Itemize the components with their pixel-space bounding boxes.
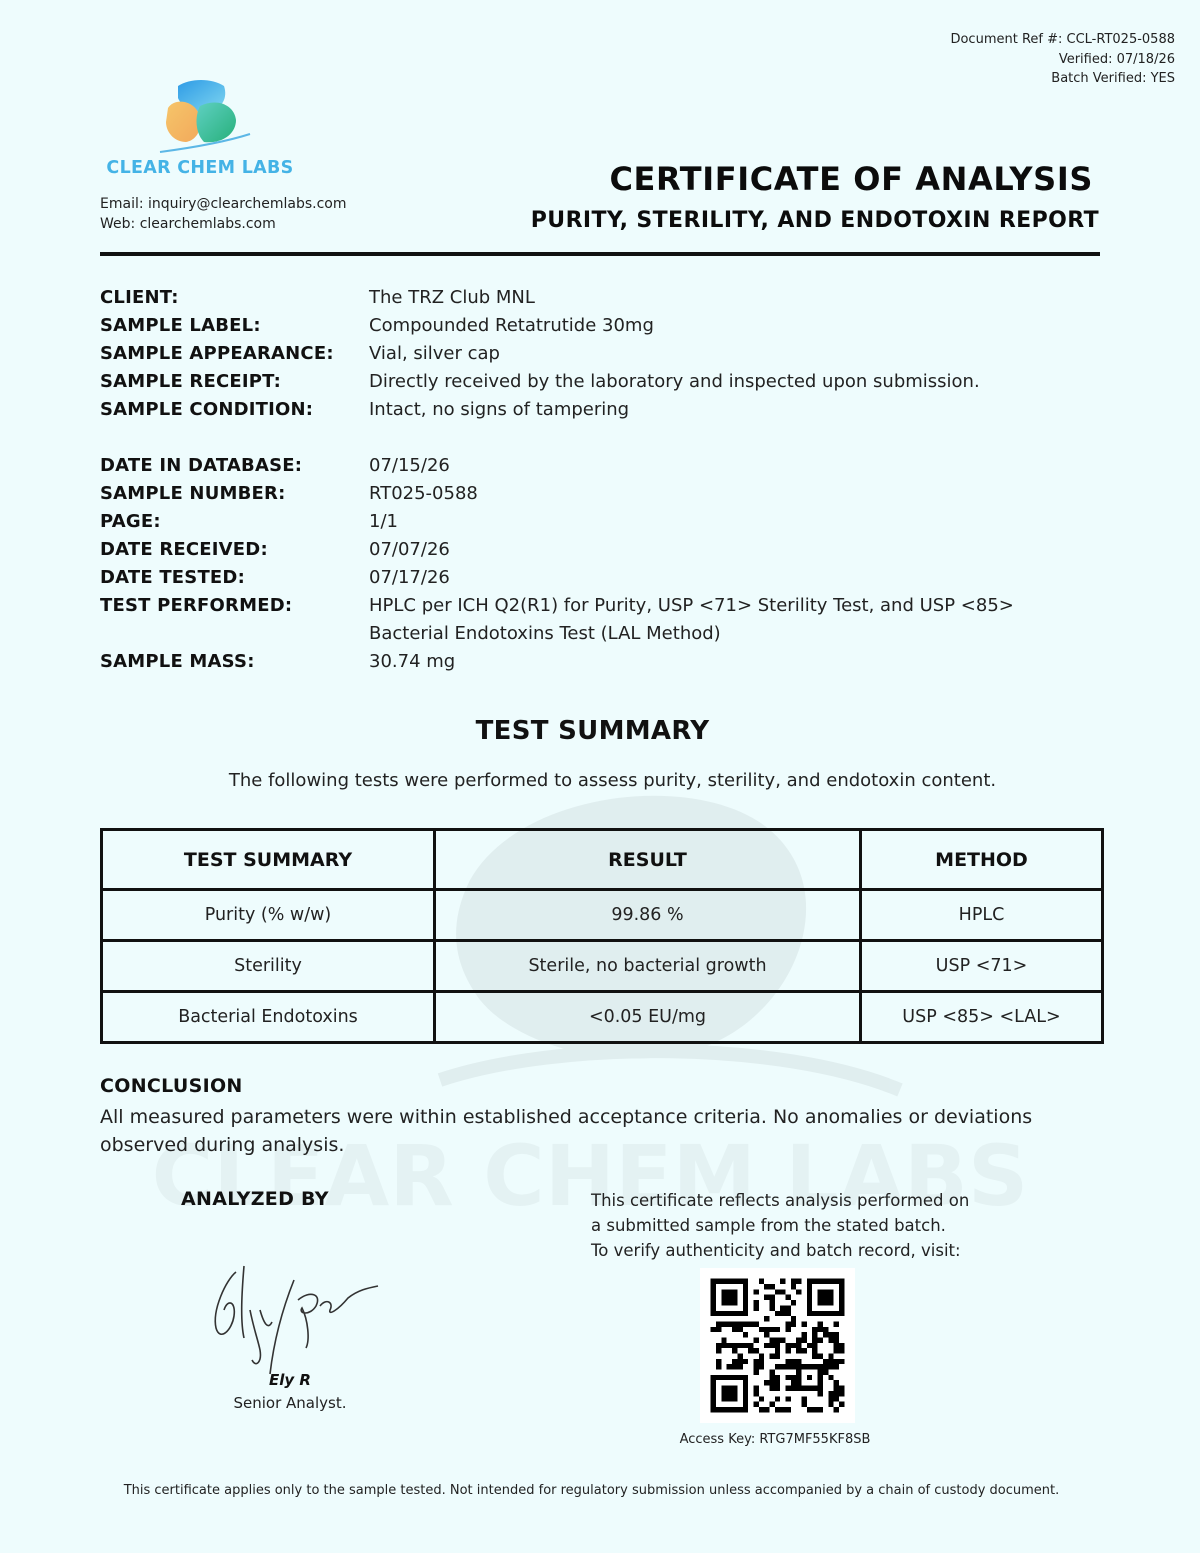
info-label: SAMPLE RECEIPT: — [100, 371, 282, 392]
column-header: TEST SUMMARY — [102, 830, 435, 890]
method-cell: HPLC — [861, 890, 1103, 941]
table-row — [102, 941, 1103, 992]
info-label: SAMPLE LABEL: — [100, 315, 261, 336]
info-value: HPLC per ICH Q2(R1) for Purity, USP <71> Sterility Test, and USP <85> — [369, 595, 1014, 616]
table-row — [102, 890, 1103, 941]
table-row — [102, 992, 1103, 1043]
conclusion-heading: CONCLUSION — [100, 1075, 243, 1097]
lab-web: Web: clearchemlabs.com — [100, 216, 276, 232]
verified-date: Verified: 07/18/26 — [1058, 51, 1175, 67]
qr-code-icon[interactable] — [700, 1268, 855, 1423]
method-cell: USP <85> <LAL> — [861, 992, 1103, 1043]
info-label: CLIENT: — [100, 287, 179, 308]
method-cell: USP <71> — [861, 941, 1103, 992]
test-summary-table — [100, 828, 1104, 1044]
info-label: DATE TESTED: — [100, 567, 245, 588]
info-value: Intact, no signs of tampering — [369, 399, 630, 420]
info-label: DATE IN DATABASE: — [100, 455, 303, 476]
signature-image — [198, 1250, 388, 1380]
conclusion-text: All measured parameters were within established acceptance criteria. No anomalies or deviations observed during analysis. — [100, 1106, 1033, 1156]
result-cell: 99.86 % — [435, 890, 861, 941]
header-divider — [100, 252, 1100, 256]
info-value: 07/17/26 — [369, 567, 450, 588]
test-summary-intro: The following tests were performed to assess purity, sterility, and endotoxin content. — [228, 770, 997, 791]
access-key: Access Key: RTG7MF55KF8SB — [679, 1432, 871, 1447]
verification-line: This certificate reflects analysis performed on — [591, 1191, 970, 1210]
info-value: The TRZ Club MNL — [369, 287, 535, 308]
info-value: RT025-0588 — [369, 483, 478, 504]
lab-email: Email: inquiry@clearchemlabs.com — [100, 196, 347, 212]
verification-line: To verify authenticity and batch record, visit: — [591, 1241, 961, 1260]
info-label: SAMPLE MASS: — [100, 651, 255, 672]
lab-contact — [100, 194, 347, 234]
info-value: Directly received by the laboratory and inspected upon submission. — [369, 371, 980, 392]
info-label: PAGE: — [100, 511, 161, 532]
info-label: TEST PERFORMED: — [100, 595, 293, 616]
info-value: 07/15/26 — [369, 455, 450, 476]
column-header: RESULT — [435, 830, 861, 890]
info-value: Compounded Retatrutide 30mg — [369, 315, 654, 336]
verification-note — [591, 1188, 969, 1263]
test-summary-heading: TEST SUMMARY — [475, 716, 710, 746]
table-header-row — [102, 830, 1103, 890]
info-label: SAMPLE CONDITION: — [100, 399, 314, 420]
analyzed-by-heading: ANALYZED BY — [181, 1188, 329, 1210]
info-value: 30.74 mg — [369, 651, 456, 672]
analyst-name: Ely R — [269, 1371, 311, 1389]
test-name-cell: Bacterial Endotoxins — [102, 992, 435, 1043]
result-cell: Sterile, no bacterial growth — [435, 941, 861, 992]
column-header: METHOD — [861, 830, 1103, 890]
info-value: 1/1 — [369, 511, 398, 532]
test-name-cell: Purity (% w/w) — [102, 890, 435, 941]
info-value: Vial, silver cap — [369, 343, 500, 364]
document-reference-block — [950, 30, 1175, 89]
test-name-cell: Sterility — [102, 941, 435, 992]
info-label: DATE RECEIVED: — [100, 539, 268, 560]
document-subtitle: PURITY, STERILITY, AND ENDOTOXIN REPORT — [530, 208, 1099, 233]
footer-disclaimer: This certificate applies only to the sample tested. Not intended for regulatory submission unless accompanied by a chain of custody document. — [123, 1483, 1060, 1498]
lab-name: CLEAR CHEM LABS — [106, 158, 294, 178]
document-ref: Document Ref #: CCL-RT025-0588 — [950, 32, 1175, 47]
info-label: SAMPLE APPEARANCE: — [100, 343, 334, 364]
document-title: CERTIFICATE OF ANALYSIS — [609, 160, 1093, 198]
analyst-role: Senior Analyst. — [233, 1394, 347, 1412]
info-label: SAMPLE NUMBER: — [100, 483, 286, 504]
info-value: 07/07/26 — [369, 539, 450, 560]
batch-verified: Batch Verified: YES — [1051, 71, 1175, 86]
result-cell: <0.05 EU/mg — [435, 992, 861, 1043]
info-value: Bacterial Endotoxins Test (LAL Method) — [369, 623, 721, 644]
verification-line: a submitted sample from the stated batch. — [591, 1216, 946, 1235]
